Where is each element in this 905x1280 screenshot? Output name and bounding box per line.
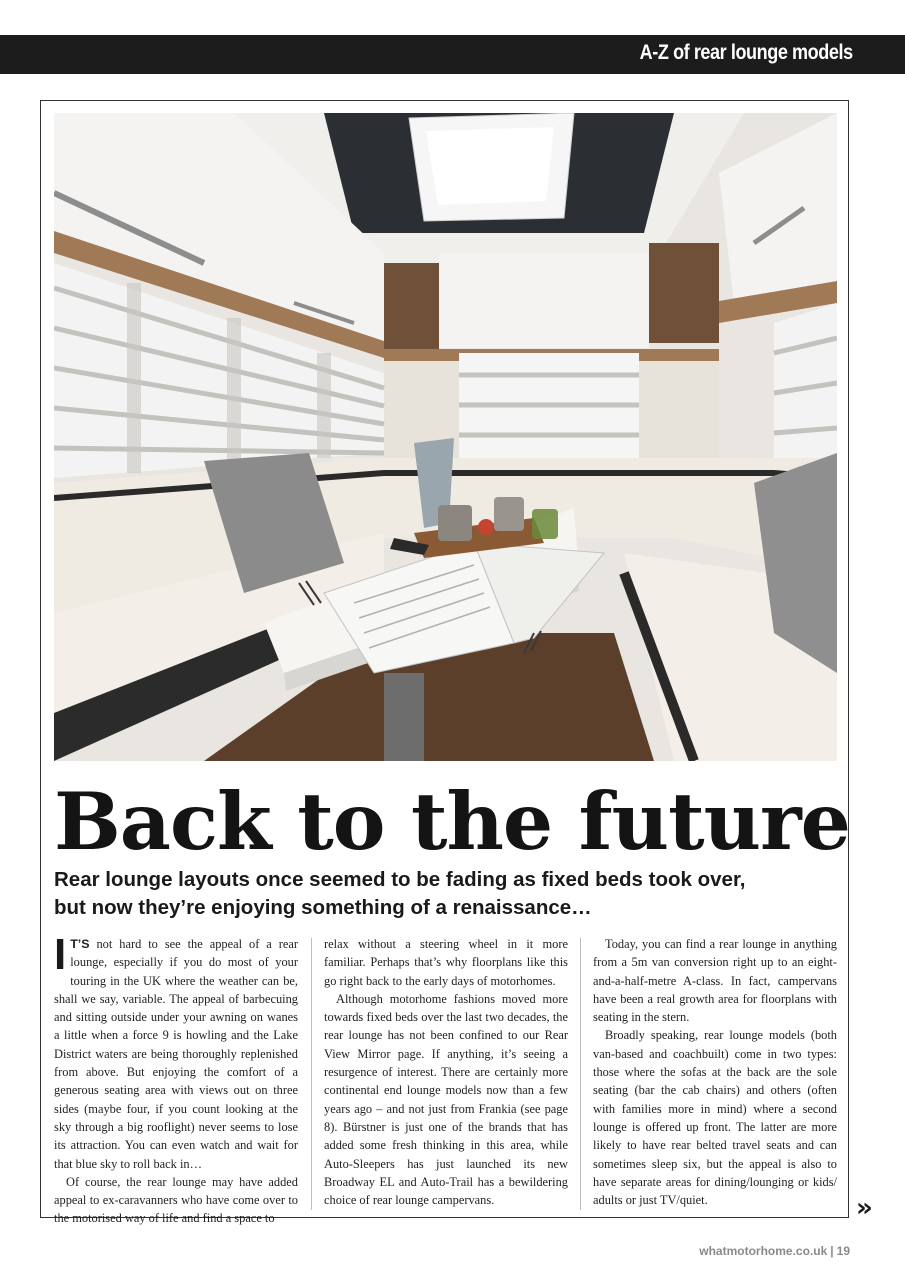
body-paragraph: relax without a steering wheel in it more familiar. Perhaps that’s why floorplans like this go right back to the early days of motorhomes. xyxy=(324,937,568,988)
body-column-3 xyxy=(593,935,837,1209)
body-paragraph: Although motorhome fashions moved more towards fixed beds over the last two decades, the rear lounge has not been confined to our Rear View Mirror page. If anything, it’s seeing a resurgence of interest. There are certainly more continental end lounge models now than a few years ago – and not just from Frankia (see page 8). Bürstner is just one of the brands that has added some fresh thinking in this area, while Auto-Sleepers has just launched its new Broadway EL and Auto-Trail has a bewildering choice of rear lounge campervans. xyxy=(324,991,568,1208)
article-standfirst: Rear lounge layouts once seemed to be fading as fixed beds took over, but now they’re enjoying something of a renaissance… xyxy=(54,868,746,919)
paragraph-text: not hard to see the appeal of a rear lounge, especially if you do most of your touring in the UK where the weather can be, shall we say, variable. The appeal of barbecuing and sitting outside under your awning on wanes a little when a force 9 is howling and the Lake District waters are being thoroughly replenished from above. But enjoying the comfort of a generous seating area with views out on three sides (maybe four, if you count looking at the sky through a big rooflight) never seems to lose its attraction. You can even watch and wait for that blue sky to roll back in… xyxy=(54,937,298,1171)
website-url: whatmotorhome.co.uk xyxy=(699,1244,828,1258)
body-paragraph: Today, you can find a rear lounge in anything from a 5m van conversion right up to an eight-and-a-half-metre A-class. In fact, campervans have been a real growth area for floorplans with seating in the stern. xyxy=(593,937,837,1025)
drop-cap: I xyxy=(54,930,67,979)
page-footer xyxy=(699,1244,850,1258)
lead-in: T’S xyxy=(70,937,90,951)
rear-lounge-photo xyxy=(54,113,837,761)
page-number: 19 xyxy=(836,1244,850,1258)
continue-arrow-icon: » xyxy=(856,1193,873,1223)
article-headline: Back to the future xyxy=(54,775,850,868)
section-label: A-Z of rear lounge models xyxy=(639,41,853,64)
body-paragraph xyxy=(54,930,298,1173)
body-paragraph: Broadly speaking, rear lounge models (both van-based and coachbuilt) come in two types: those where the sofas at the back are the sole seating (bar the cab chairs) and others (often with families more in mind) where a second lounge is offered up front. The latter are more likely to have rear belted travel seats and can sometimes sleep six, but the appeal is also to have separate areas for dining/lounging or kids/ adults or just TV/quiet. xyxy=(593,1028,837,1208)
body-paragraph: Of course, the rear lounge may have added appeal to ex-caravanners who have come over to the motorised way of life and find a space to xyxy=(54,1174,298,1226)
body-column-2 xyxy=(324,935,568,1209)
column-rule xyxy=(580,938,581,1210)
body-column-1 xyxy=(54,930,298,1228)
section-header-bar xyxy=(0,35,905,74)
footer-separator: | xyxy=(830,1244,834,1258)
column-rule xyxy=(311,938,312,1210)
